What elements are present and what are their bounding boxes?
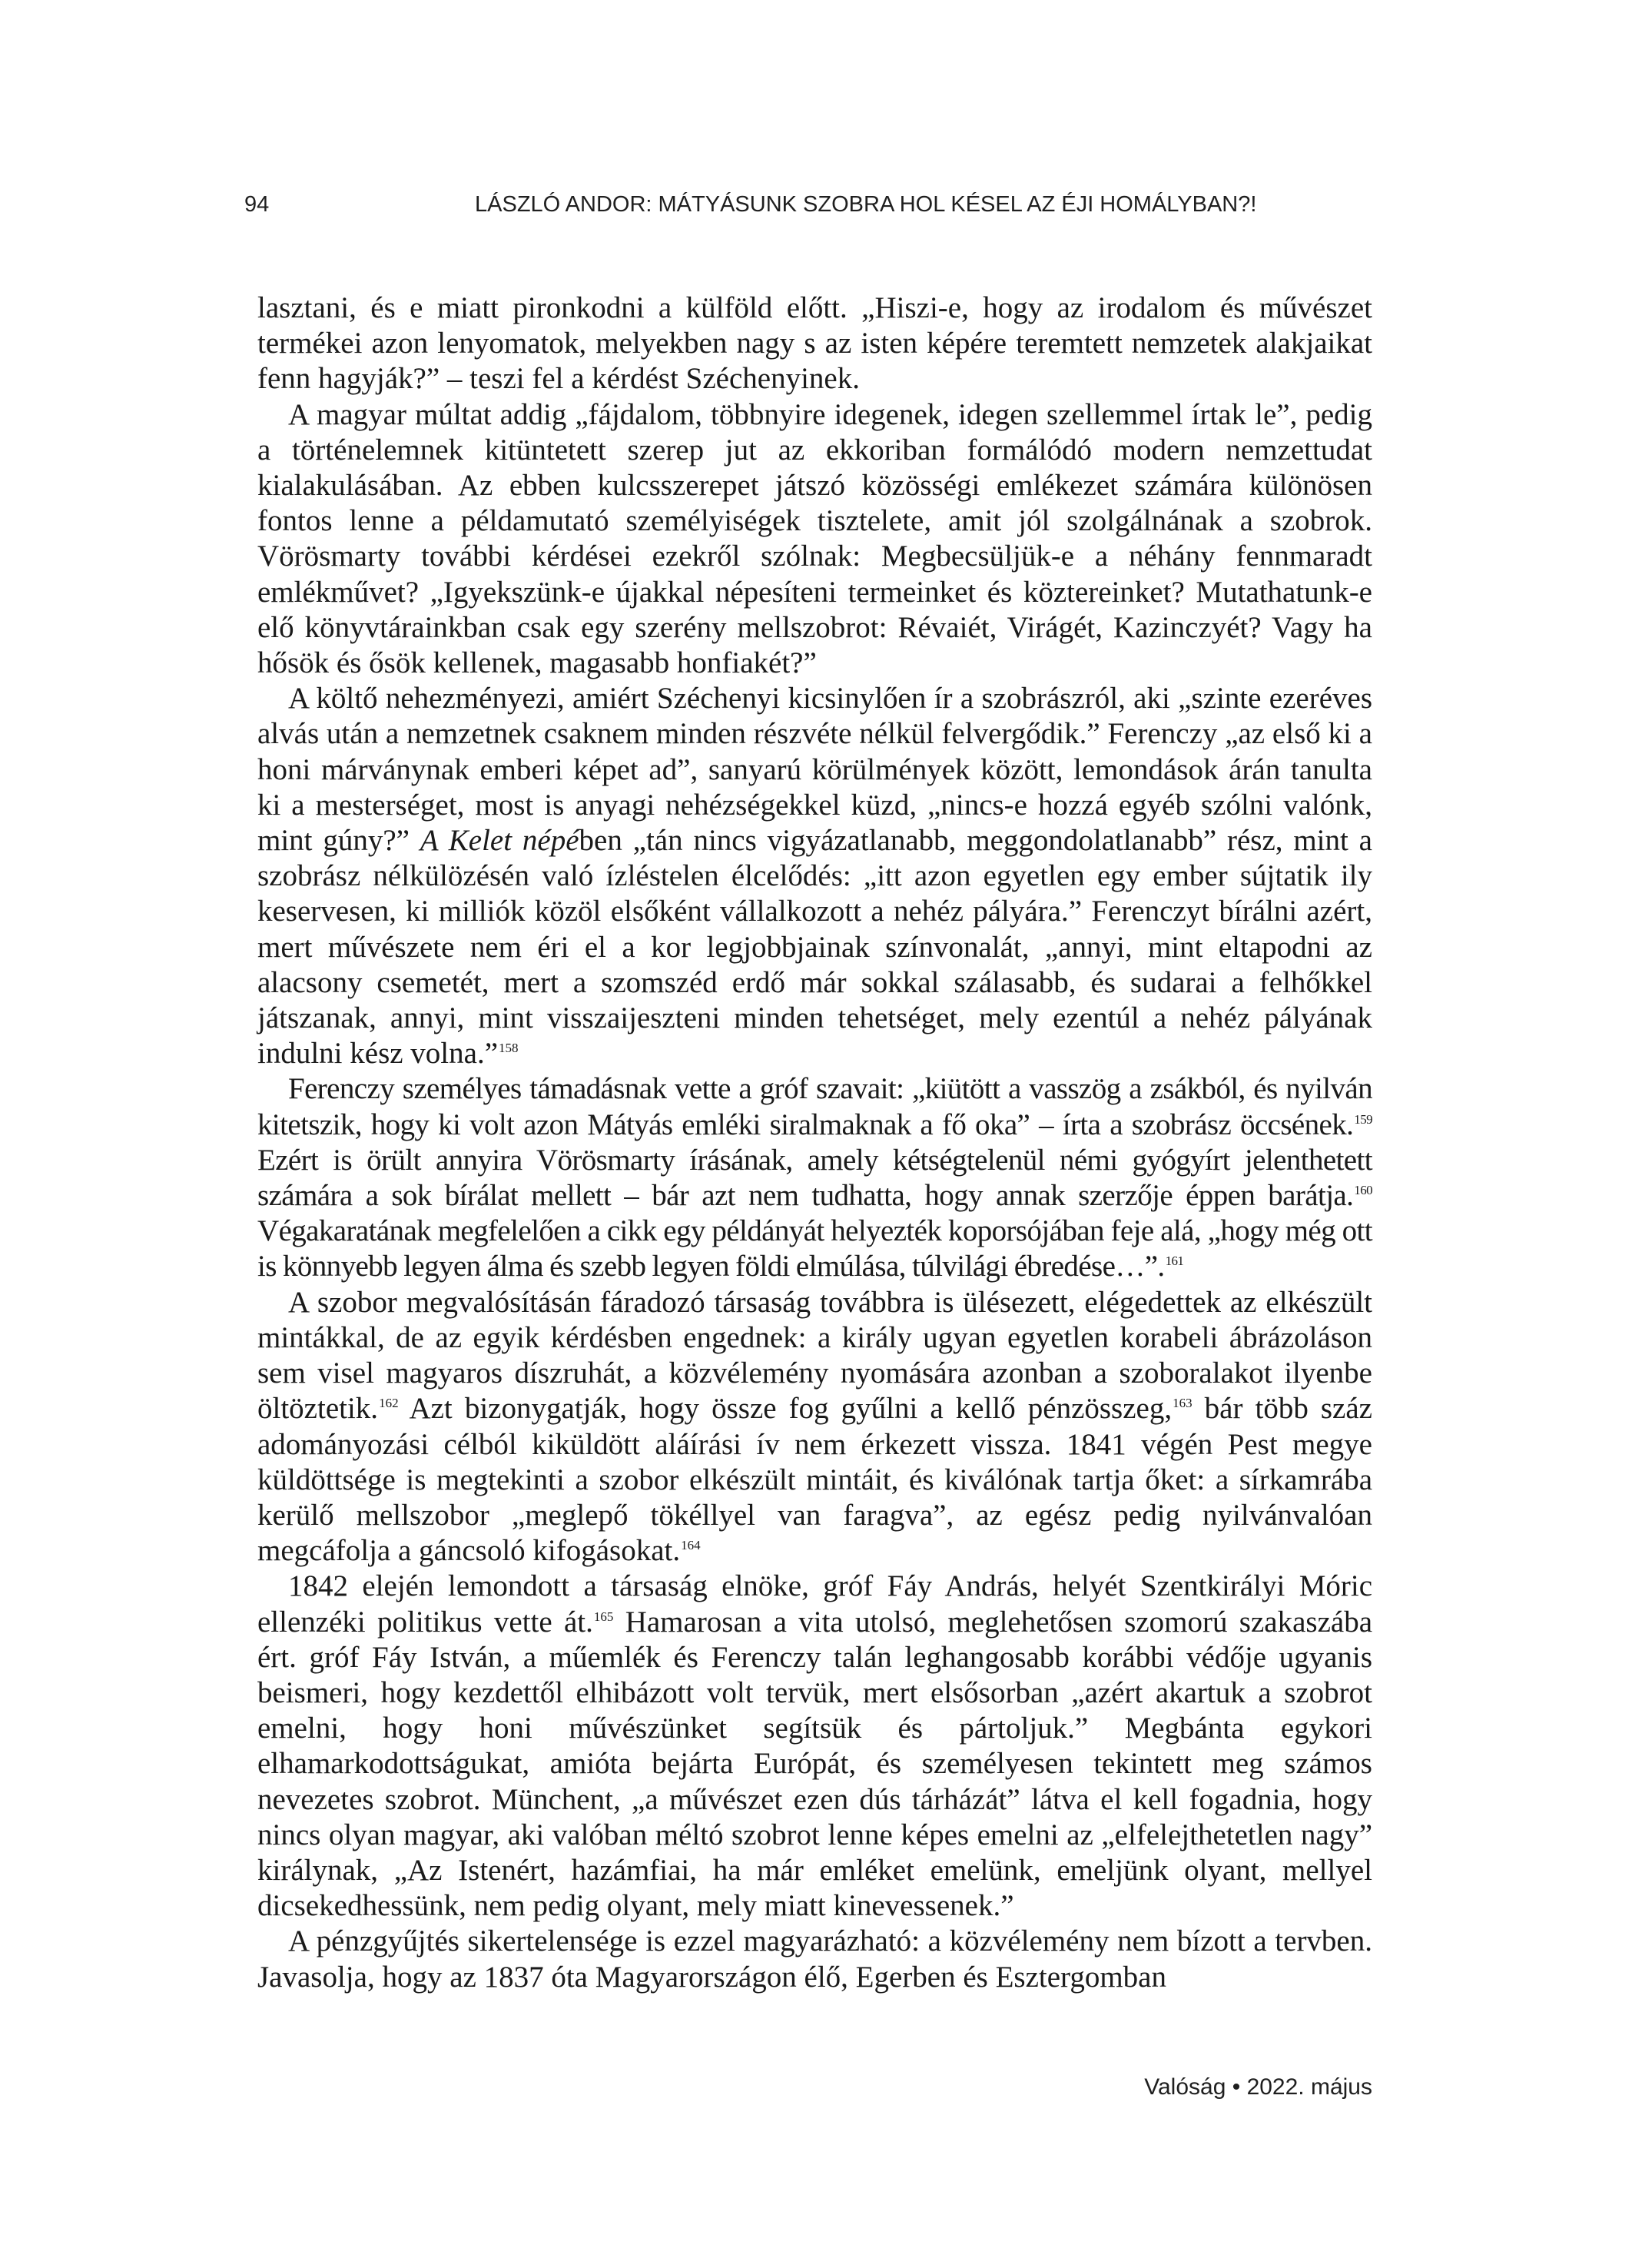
paragraph-6-text-a: 1842 elején lemondott a társaság elnöke, gróf Fáy András, helyét Szentkirályi Móric ellenzéki politikus vette át. (257, 1569, 1372, 1639)
footnote-ref: 163 (1173, 1396, 1192, 1411)
paragraph-6 (257, 1569, 1372, 1924)
running-head (244, 189, 1378, 220)
footnote-ref: 165 (593, 1609, 614, 1624)
italic-title: A Kelet népé (420, 824, 579, 858)
paragraph-5 (257, 1285, 1372, 1569)
paragraph-5-text-c: bár több száz adományozási célból kiküldött aláírási ív nem érkezett vissza. 1841 végén Pest megye küldöttsége is megtekinti a szobor elkészült mintáit, és kiválónak tartja őket: a sírkamrába kerülő mellszobor „meglepő tökéllyel van faragva”, az egész pedig nyilvánvalóan megcáfolja a gáncsoló kifogásokat. (257, 1392, 1372, 1568)
paragraph-3-text-b: ben „tán nincs vigyázatlanabb, meggondolatlanabb” rész, mint a szobrász nélkülözésén való ízléstelen élcelődés: „itt azon egyetlen egy ember sújtatik ily keservesen, ki milliók közöl elsőként vállalkozott a nehéz pályára.” Ferenczyt bírálni azért, mert művészete nem éri el a kor legjobbjainak színvonalát, „annyi, mint eltapodni az alacsony csemetét, mert a szomszéd erdő már sokkal szálasabb, és sudarai a felhőkkel játszanak, annyi, mint visszaijeszteni minden tehetséget, mely ezentúl a nehéz pályának indulni kész volna.” (257, 824, 1372, 1071)
page-number: 94 (244, 192, 270, 217)
footnote-ref: 162 (379, 1396, 399, 1411)
paragraph-6-text-b: Hamarosan a vita utolsó, meglehetősen szomorú szakaszába ért. gróf Fáy István, a műemlék és Ferenczy talán leghangosabb korábbi védője ugyanis beismeri, hogy kezdettől elhibázott volt tervük, mert elsősorban „azért akartuk a szobrot emelni, hogy honi művészünket segítsük és pártoljuk.” Megbánta egykori elhamarkodottságukat, amióta bejárta Európát, és személyesen tekintett meg számos nevezetes szobrot. Münchent, „a művészet ezen dús tárházát” látva el kell fogadnia, hogy nincs olyan magyar, aki valóban méltó szobrot lenne képes emelni az „elfelejthetetlen nagy” királynak, „Az Istenért, hazámfiai, ha már emléket emelünk, emeljünk olyant, mellyel dicsekedhessünk, nem pedig olyant, mely miatt kinevessenek.” (257, 1605, 1372, 1923)
paragraph-7: A pénzgyűjtés sikertelensége is ezzel magyarázható: a közvélemény nem bízott a tervben. Javasolja, hogy az 1837 óta Magyarországon élő, Egerben és Esztergomban (257, 1924, 1372, 1994)
paragraph-1: lasztani, és e miatt pironkodni a külföld előtt. „Hiszi-e, hogy az irodalom és művészet termékei azon lenyomatok, melyekben nagy s az isten képére teremtett nemzetek alakjaikat fenn hagyják?” – teszi fel a kérdést Széchenyinek. (257, 291, 1372, 396)
footnote-ref: 158 (499, 1041, 519, 1056)
running-title: LÁSZLÓ ANDOR: MÁTYÁSUNK SZOBRA HOL KÉSEL AZ ÉJI HOMÁLYBAN?! (475, 192, 1257, 217)
paragraph-4 (257, 1071, 1372, 1284)
footnote-ref: 164 (681, 1538, 701, 1553)
paragraph-3-text-a: A költő nehezményezi, amiért Széchenyi kicsinylően ír a szobrászról, aki „szinte ezeréves alvás után a nemzetnek csaknem minden részvéte nélkül felvergődik.” Ferenczy „az első ki a honi márványnak emberi képet ad”, sanyarú körülmények között, lemondások árán tanulta ki a mesterséget, most is anyagi nehézségekkel küzd, „nincs-e hozzá egyéb szólni valónk, mint gúny?” (257, 682, 1372, 858)
paragraph-4-text-c: Végakaratának megfelelően a cikk egy példányát helyezték koporsójában feje alá, „hogy még ott is könnyebb legyen álma és szebb legyen földi elmúlása, túlvilági ébredése…”. (257, 1214, 1372, 1283)
paragraph-4-text-a: Ferenczy személyes támadásnak vette a gróf szavait: „kiütött a vasszög a zsákból, és nyilván kitetszik, hogy ki volt azon Mátyás emléki siralmaknak a fő oka” – írta a szobrász öccsének. (257, 1072, 1372, 1141)
footer-journal-issue: Valóság • 2022. május (1144, 2074, 1372, 2100)
footnote-ref: 159 (1354, 1111, 1372, 1127)
paragraph-4-text-b: Ezért is örült annyira Vörösmarty írásának, amely kétségtelenül némi gyógyírt jelenthetett számára a sok bírálat mellett – bár azt nem tudhatta, hogy annak szerzője éppen barátja. (257, 1143, 1372, 1213)
article-body (257, 291, 1372, 1995)
footnote-ref: 160 (1354, 1183, 1372, 1198)
paragraph-5-text-a: A szobor megvalósításán fáradozó társaság továbbra is ülésezett, elégedettek az elkészült mintákkal, de az egyik kérdésben engednek: a király ugyan egyetlen korabeli ábrázoláson sem visel magyaros díszruhát, a közvélemény nyomására azonban a szoboralakot ilyenbe öltöztetik. (257, 1285, 1372, 1426)
paragraph-5-text-b: Azt bizonygatják, hogy össze fog gyűlni a kellő pénzösszeg, (398, 1392, 1173, 1426)
footnote-ref: 161 (1165, 1254, 1184, 1269)
paragraph-3 (257, 681, 1372, 1071)
paragraph-2: A magyar múltat addig „fájdalom, többnyire idegenek, idegen szellemmel írtak le”, pedig a történelemnek kitüntetett szerep jut az ekkoriban formálódó modern nemzettudat kialakulásában. Az ebben kulcsszerepet játszó közösségi emlékezet számára különösen fontos lenne a példamutató személyiségek tisztelete, amit jól szolgálnának a szobrok. Vörösmarty további kérdései ezekről szólnak: Megbecsüljük-e a néhány fennmaradt emlékművet? „Igyekszünk-e újakkal népesíteni termeinket és köztereinket? Mutathatunk-e elő könyvtárainkban csak egy szerény mellszobrot: Révaiét, Virágét, Kazinczyét? Vagy ha hősök és ősök kellenek, magasabb honfiakét?” (257, 397, 1372, 680)
